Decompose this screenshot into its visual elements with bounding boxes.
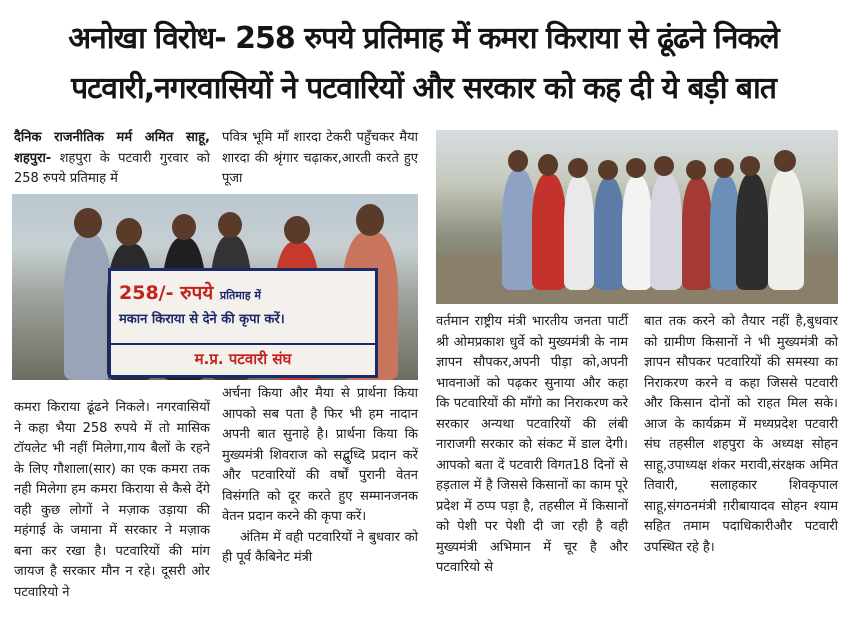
person-head bbox=[598, 160, 618, 180]
headline bbox=[0, 0, 847, 124]
column-2-bottom-para-2: अंतिम में वही पटवारियों ने बुधवार को ही पूर्व कैबिनेट मंत्री bbox=[222, 529, 418, 565]
person bbox=[622, 176, 652, 290]
person-head bbox=[74, 208, 102, 238]
headline-line-1: अनोखा विरोध- 258 रुपये प्रतिमाह में कमरा किराया से ढूंढने निकले bbox=[68, 21, 779, 56]
column-1-bottom bbox=[14, 398, 210, 603]
person bbox=[736, 174, 768, 290]
column-2-bottom-para-1: अर्चना किया और मैया से प्रार्थना किया आपको सब पता है फिर भी हम नादान अपनी बात सुनाहे है। प्रार्थना किया कि मुख्यमंत्री शिवराज को सद्बुध्दि प्रदान करें और पटवारियों की वर्षों पुरानी वेतन विसंगति को दूर करते हुए सम्मानजनक वेतन प्रदान करने की कृपा करें। bbox=[222, 386, 418, 524]
column-1-top bbox=[14, 128, 210, 190]
column-4 bbox=[644, 312, 838, 558]
person bbox=[682, 178, 712, 290]
banner-line-2: मकान किराया से देने की कृपा करें। bbox=[119, 312, 285, 327]
person-head bbox=[568, 158, 588, 178]
column-3-text: वर्तमान राष्ट्रीय मंत्री भारतीय जनता पार्टी श्री ओमप्रकाश धुर्वे को मुख्यमंत्री के नाम ज्ञापन सौपकर,अपनी पीड़ा को,अपनी भावनाओं को पढ़कर सुनाया और कहा कि पटवारियों की माँगो का निराकरण करे सरकार अन्यथा पटवारियों की लंबी नाराजगी सरकार को संकट में डाल देगी। आपको बता दें पटवारी विगत18 दिनों से हड़ताल में है जिससे किसानों का काम पूरे प्रदेश में ठप्प पड़ा है, तहसील में किसानों को पेशी पर पेशी दी जा रही है वही मुख्यमंत्री अभिमान में चूर है और पटवारियो से bbox=[436, 314, 628, 575]
person-head bbox=[172, 214, 196, 240]
person-head bbox=[714, 158, 734, 178]
person bbox=[532, 174, 566, 290]
banner-line-1-small: प्रतिमाह में bbox=[219, 289, 261, 302]
person-head bbox=[116, 218, 142, 246]
column-3 bbox=[436, 312, 628, 579]
person-head bbox=[626, 158, 646, 178]
person bbox=[564, 176, 594, 290]
headline-line-2: पटवारी,नगरवासियों ने पटवारियों और सरकार को कह दी ये बड़ी बात bbox=[71, 71, 776, 106]
person-head bbox=[538, 154, 558, 176]
banner-line-1: 258/- रुपये bbox=[119, 282, 214, 304]
person bbox=[650, 174, 682, 290]
column-4-text: बात तक करने को तैयार नहीं है,बुधवार को ग्रामीण किसानों ने भी मुख्यमंत्री को ज्ञापन सौपकर पटवारियों की समस्या का निराकरण करने व कहा जिससे पटवारी और किसान दोनों को राहत मिल सके। आज के कार्यक्रम में मध्यप्रदेश पटवारी संघ तहसील शहपुरा के अध्यक्ष सोहन साहू,उपाध्यक्ष शंकर मरावी,संरक्षक अमित तिवारी, सलाहकार शिवकृपाल साहू,संगठनमंत्री ग़रीबायादव सोहन श्याम सहित तमाम पदाधिकारीऔर पटवारी उपस्थित रहे है। bbox=[644, 314, 838, 555]
person bbox=[594, 178, 624, 290]
person-head bbox=[774, 150, 796, 172]
column-1-top-text: शहपुरा के पटवारी गुरवार को 258 रुपये प्रतिमाह में bbox=[14, 150, 210, 186]
person bbox=[64, 234, 112, 380]
protest-banner bbox=[108, 268, 378, 378]
person-head bbox=[686, 160, 706, 180]
group-photo bbox=[436, 130, 838, 304]
byline: दैनिक राजनीतिक मर्म अमित साहू, शहपुरा- bbox=[14, 130, 210, 166]
person-head bbox=[740, 156, 760, 176]
person bbox=[768, 170, 804, 290]
person-head bbox=[654, 156, 674, 176]
column-2-top bbox=[222, 128, 418, 190]
person-head bbox=[218, 212, 242, 238]
person-head bbox=[356, 204, 384, 236]
person-head bbox=[284, 216, 310, 244]
person-head bbox=[508, 150, 528, 172]
protest-photo bbox=[12, 194, 418, 380]
column-2-top-text: पवित्र भूमि माँ शारदा टेकरी पहुँचकर मैया शारदा की श्रृंगार चढ़ाकर,आरती करते हुए पूजा bbox=[222, 130, 418, 186]
person bbox=[502, 170, 536, 290]
column-2-bottom bbox=[222, 384, 418, 569]
banner-line-3: म.प्र. पटवारी संघ bbox=[111, 343, 375, 369]
column-1-bottom-text: कमरा किराया ढूंढने निकले। नगरवासियों ने कहा भैया 258 रुपये में तो मासिक टॉयलेट भी नहीं मिलेगा,गाय बैलों के रहने के लिए गौशाला(सार) का एक कमरा तक नही मिलेगा हम कमरा किराया से कैसे देंगे वही कुछ लोगों ने मज़ाक उड़ाया की महंगाई के जमाना में सरकार ने मज़ाक बना कर रखा है। पटवारियों की मांग जायज है सरकार मौन न रहे। दूसरी ओर पटवारियो ने bbox=[14, 400, 210, 600]
